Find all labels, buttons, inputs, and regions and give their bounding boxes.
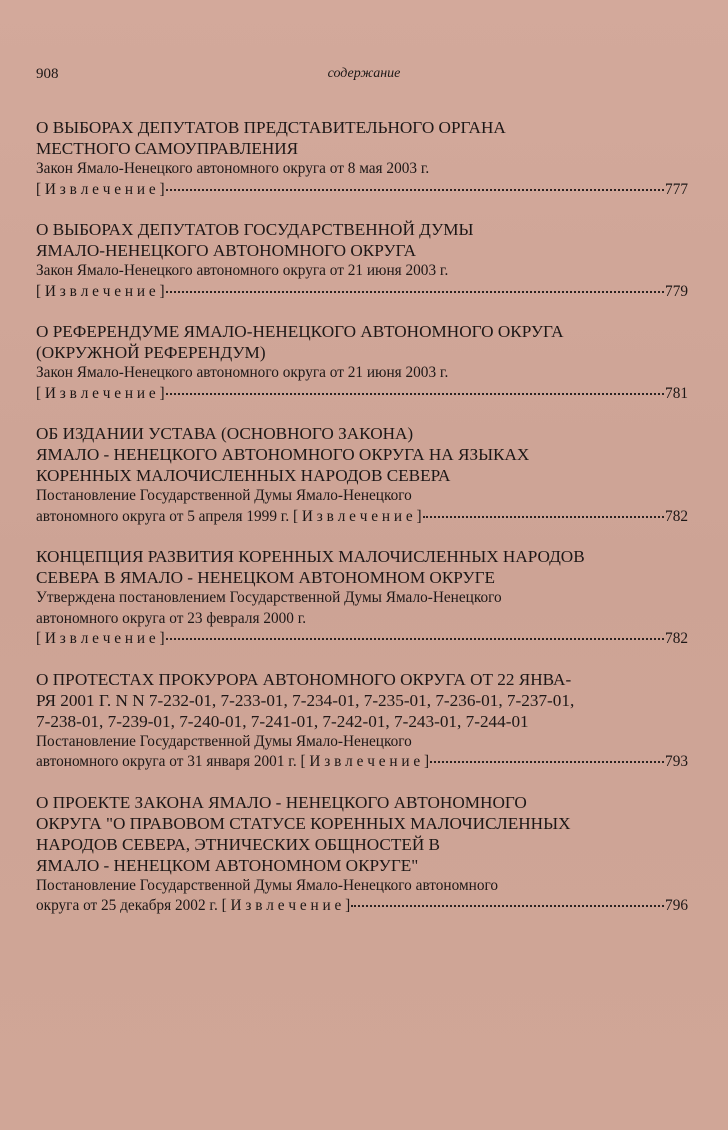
entry-extract-label: [ И з в л е ч е н и е ] xyxy=(36,180,165,198)
entry-law: Постановление Государственной Думы Ямало-Ненецкого xyxy=(36,487,412,504)
entry-reference-line xyxy=(36,896,688,917)
entry-reference-line xyxy=(36,282,688,303)
toc-entry xyxy=(36,423,688,527)
running-title: содержание xyxy=(327,66,401,81)
dot-leader xyxy=(166,638,664,640)
toc-entry xyxy=(36,117,688,200)
table-of-contents xyxy=(36,117,688,936)
entry-law: Закон Ямало-Ненецкого автономного округа от 21 июня 2003 г. xyxy=(36,364,449,381)
entry-extract-label: [ И з в л е ч е н и е ] xyxy=(36,384,165,402)
entry-title: КОНЦЕПЦИЯ РАЗВИТИЯ КОРЕННЫХ МАЛОЧИСЛЕННЫХ НАРОДОВ СЕВЕРА В ЯМАЛО - НЕНЕЦКОМ АВТОНОМНОМ ОКРУГЕ xyxy=(36,547,585,587)
entry-reference-line xyxy=(36,180,688,201)
entry-page-number: 793 xyxy=(665,753,688,770)
entry-title: О ПРОЕКТЕ ЗАКОНА ЯМАЛО - НЕНЕЦКОГО АВТОНОМНОГО ОКРУГА "О ПРАВОВОМ СТАТУСЕ КОРЕННЫХ МАЛОЧИСЛЕННЫХ НАРОДОВ СЕВЕРА, ЭТНИЧЕСКИХ ОБЩНОСТЕЙ В ЯМАЛО - НЕНЕЦКОМ АВТОНОМНОМ ОКРУГЕ" xyxy=(36,792,571,875)
entry-reference-line xyxy=(36,752,688,773)
dot-leader xyxy=(166,189,664,191)
entry-law: Постановление Государственной Думы Ямало-Ненецкого xyxy=(36,732,412,750)
toc-entry xyxy=(36,792,688,917)
entry-law: Закон Ямало-Ненецкого автономного округа от 8 мая 2003 г. xyxy=(36,160,430,177)
page-header xyxy=(36,66,692,86)
entry-extract-label: [ И з в л е ч е н и е ] xyxy=(36,630,165,647)
entry-law: Закон Ямало-Ненецкого автономного округа от 21 июня 2003 г. xyxy=(36,262,449,279)
dot-leader xyxy=(423,516,664,518)
entry-title: О РЕФЕРЕНДУМЕ ЯМАЛО-НЕНЕЦКОГО АВТОНОМНОГО ОКРУГА (ОКРУЖНОЙ РЕФЕРЕНДУМ) xyxy=(36,322,564,362)
entry-page-number: 777 xyxy=(665,180,688,198)
entry-reference-line xyxy=(36,507,688,528)
page-number: 908 xyxy=(36,66,59,82)
entry-title: О ВЫБОРАХ ДЕПУТАТОВ ГОСУДАРСТВЕННОЙ ДУМЫ ЯМАЛО-НЕНЕЦКОГО АВТОНОМНОГО ОКРУГА xyxy=(36,220,474,260)
entry-title: ОБ ИЗДАНИИ УСТАВА (ОСНОВНОГО ЗАКОНА) ЯМАЛО - НЕНЕЦКОГО АВТОНОМНОГО ОКРУГА НА ЯЗЫКАХ КОРЕННЫХ МАЛОЧИСЛЕННЫХ НАРОДОВ СЕВЕРА xyxy=(36,424,530,485)
entry-reference-line xyxy=(36,384,688,405)
entry-extract-label: автономного округа от 5 апреля 1999 г. [ И з в л е ч е н и е ] xyxy=(36,507,422,525)
entry-page-number: 782 xyxy=(665,507,688,525)
toc-entry xyxy=(36,321,688,404)
entry-page-number: 796 xyxy=(665,897,688,914)
entry-title: О ВЫБОРАХ ДЕПУТАТОВ ПРЕДСТАВИТЕЛЬНОГО ОРГАНА МЕСТНОГО САМОУПРАВЛЕНИЯ xyxy=(36,118,506,158)
entry-extract-label: автономного округа от 31 января 2001 г. [ И з в л е ч е н и е ] xyxy=(36,753,430,770)
entry-law: Постановление Государственной Думы Ямало-Ненецкого автономного xyxy=(36,876,499,894)
dot-leader xyxy=(166,291,664,293)
toc-entry xyxy=(36,219,688,302)
entry-extract-label: округа от 25 декабря 2002 г. [ И з в л е ч е н и е ] xyxy=(36,897,351,914)
entry-page-number: 779 xyxy=(665,282,688,300)
toc-entry xyxy=(36,546,688,650)
entry-title: О ПРОТЕСТАХ ПРОКУРОРА АВТОНОМНОГО ОКРУГА ОТ 22 ЯНВА- РЯ 2001 Г. N N 7-232-01, 7-233-01, 7-234-01, 7-235-01, 7-236-01, 7-237-01, 7-238-01, 7-239-01, 7-240-01, 7-241-01, 7-242-01, 7-243-01, 7-244-01 xyxy=(36,669,575,731)
dot-leader xyxy=(166,393,664,395)
entry-page-number: 781 xyxy=(665,384,688,402)
dot-leader xyxy=(351,905,664,907)
entry-page-number: 782 xyxy=(665,630,688,647)
dot-leader xyxy=(430,761,664,763)
entry-law: Утверждена постановлением Государственной Думы Ямало-Ненецкого автономного округа от 23 февраля 2000 г. xyxy=(36,589,502,627)
entry-reference-line xyxy=(36,629,688,650)
toc-entry xyxy=(36,669,688,773)
entry-extract-label: [ И з в л е ч е н и е ] xyxy=(36,282,165,300)
